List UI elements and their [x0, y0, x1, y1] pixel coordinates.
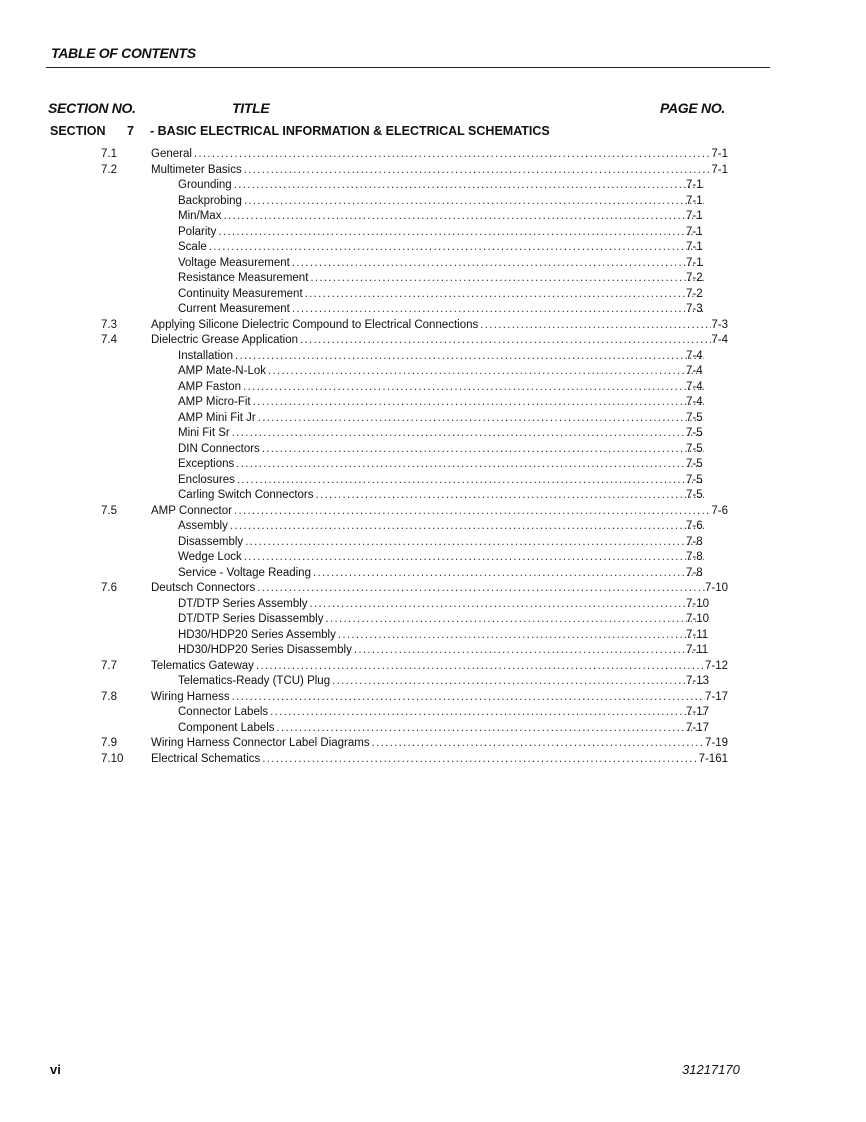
toc-entry-page: 7-5 — [686, 442, 703, 455]
toc-entry-page: 7-19 — [704, 737, 728, 749]
toc-entry-title[interactable]: AMP Connector — [151, 504, 232, 517]
toc-entry[interactable] — [0, 194, 866, 210]
toc-entry[interactable] — [0, 209, 866, 225]
toc-entry-page: 7-1 — [711, 148, 728, 160]
toc-entry-title[interactable]: AMP Micro-Fit — [178, 396, 251, 408]
dot-leader — [336, 628, 704, 644]
toc-entry-title[interactable]: Service - Voltage Reading — [178, 566, 311, 579]
toc-entry-title[interactable]: Enclosures — [178, 473, 235, 486]
toc-entry-line — [178, 287, 704, 303]
toc-entry-line — [151, 318, 728, 334]
toc-entry[interactable] — [0, 163, 866, 179]
toc-entry[interactable] — [0, 643, 866, 659]
dot-leader — [234, 457, 704, 473]
toc-entry-line — [178, 488, 704, 504]
toc-entry-line — [178, 256, 704, 272]
toc-entry-line — [178, 302, 704, 318]
toc-entry[interactable] — [0, 225, 866, 241]
toc-entry-page: 7-1 — [686, 194, 703, 207]
toc-entry[interactable] — [0, 333, 866, 349]
dot-leader — [254, 659, 705, 675]
toc-entry-page: 7-12 — [704, 659, 728, 672]
toc-entry-title[interactable]: Wedge Lock — [178, 551, 242, 563]
toc-entry-page: 7-4 — [686, 365, 703, 377]
toc-entry-line — [178, 628, 704, 644]
toc-entry-title[interactable]: Electrical Schematics — [151, 752, 261, 765]
dot-leader — [260, 442, 704, 458]
dot-leader — [303, 287, 704, 303]
toc-entry-line — [178, 612, 704, 628]
dot-leader — [232, 504, 711, 520]
toc-entry-page: 7-2 — [686, 287, 703, 300]
dot-leader — [233, 349, 704, 365]
toc-entry[interactable] — [0, 659, 866, 675]
toc-entry-line — [178, 457, 704, 473]
dot-leader — [243, 535, 704, 551]
toc-entry-title[interactable]: Assembly — [178, 520, 228, 532]
toc-entry-title[interactable]: HD30/HDP20 Series Disassembly — [178, 644, 352, 656]
toc-entry-line — [178, 519, 704, 535]
dot-leader — [268, 705, 704, 721]
toc-entry-title[interactable]: Backprobing — [178, 194, 242, 207]
toc-entry-line — [151, 504, 728, 520]
toc-entry-line — [178, 535, 704, 551]
section-heading — [50, 124, 550, 138]
toc-entry[interactable] — [0, 302, 866, 318]
toc-entry-page: 7-13 — [686, 675, 710, 687]
toc-entry-line — [151, 163, 728, 179]
dot-leader — [330, 674, 704, 690]
toc-entry-page: 7-3 — [711, 318, 728, 331]
dot-leader — [216, 225, 704, 241]
toc-entry[interactable] — [0, 550, 866, 566]
toc-entry-title[interactable]: Mini Fit Sr — [178, 427, 230, 439]
dot-leader — [260, 752, 698, 768]
toc-entry-number: 7.5 — [101, 504, 117, 517]
toc-entry[interactable] — [0, 597, 866, 613]
toc-entry-title[interactable]: Grounding — [178, 179, 232, 191]
toc-entry-title[interactable]: DT/DTP Series Disassembly — [178, 613, 324, 625]
toc-entry-line — [178, 705, 704, 721]
toc-entry-title[interactable]: Telematics Gateway — [151, 659, 254, 672]
toc-entry-line — [178, 178, 704, 194]
toc-entry-page: 7-8 — [686, 551, 703, 563]
toc-entry-title[interactable]: DIN Connectors — [178, 442, 260, 455]
toc-entry[interactable] — [0, 752, 866, 768]
toc-entry-number: 7.6 — [101, 582, 117, 594]
dot-leader — [275, 721, 704, 737]
toc-entry-page: 7-17 — [686, 706, 710, 718]
toc-entry-number: 7.10 — [101, 752, 124, 765]
toc-entry[interactable] — [0, 271, 866, 287]
toc-entry[interactable] — [0, 674, 866, 690]
toc-entry[interactable] — [0, 318, 866, 334]
toc-entry-title[interactable]: AMP Faston — [178, 380, 242, 393]
dot-leader — [242, 194, 704, 210]
toc-entry-title[interactable]: Voltage Measurement — [178, 256, 290, 269]
dot-leader — [230, 690, 705, 706]
toc-entry-page: 7-8 — [686, 535, 703, 548]
toc-entry[interactable] — [0, 488, 866, 504]
toc-entry-line — [178, 271, 704, 287]
toc-entry-page: 7-6 — [686, 520, 703, 532]
toc-entry-line — [178, 442, 704, 458]
dot-leader — [324, 612, 705, 628]
toc-entry-line — [178, 473, 704, 489]
toc-entry-title[interactable]: Exceptions — [178, 458, 235, 470]
toc-entry-page: 7-5 — [686, 489, 703, 501]
dot-leader — [230, 426, 704, 442]
dot-leader — [241, 380, 704, 396]
toc-entry-title[interactable]: Multimeter Basics — [151, 163, 242, 176]
toc-entry-line — [151, 333, 728, 349]
column-header-title: TITLE — [232, 100, 270, 116]
toc-entry-page: 7-8 — [686, 566, 703, 579]
toc-entry-title[interactable]: AMP Mini Fit Jr — [178, 411, 256, 424]
toc-entry-page: 7-2 — [686, 272, 703, 284]
toc-entry[interactable] — [0, 473, 866, 489]
toc-entry-page: 7-6 — [711, 504, 728, 517]
toc-entry-title[interactable]: Wiring Harness — [151, 690, 230, 703]
toc-entry-page: 7-10 — [686, 613, 710, 625]
toc-entry-page: 7-4 — [686, 380, 703, 393]
toc-entry-page: 7-11 — [686, 644, 709, 656]
toc-entry-title[interactable]: HD30/HDP20 Series Assembly — [178, 628, 336, 641]
toc-entry-line — [151, 690, 728, 706]
toc-entry-page: 7-10 — [686, 597, 710, 610]
toc-entry[interactable] — [0, 581, 866, 597]
toc-entry[interactable] — [0, 690, 866, 706]
header-divider — [46, 67, 770, 68]
toc-entry-title[interactable]: Wiring Harness Connector Label Diagrams — [151, 737, 370, 749]
dot-leader — [290, 302, 704, 318]
toc-entry[interactable] — [0, 721, 866, 737]
dot-leader — [242, 163, 712, 179]
toc-entry[interactable] — [0, 287, 866, 303]
toc-list — [0, 147, 866, 767]
dot-leader — [255, 581, 705, 597]
toc-entry-line — [178, 209, 704, 225]
toc-entry[interactable] — [0, 612, 866, 628]
dot-leader — [290, 256, 704, 272]
toc-entry-number: 7.7 — [101, 659, 117, 672]
toc-entry-title[interactable]: Deutsch Connectors — [151, 582, 256, 594]
column-header-page-no: PAGE NO. — [660, 100, 726, 116]
toc-entry[interactable] — [0, 426, 866, 442]
page-title: TABLE OF CONTENTS — [51, 45, 196, 61]
toc-entry-page: 7-10 — [704, 582, 728, 594]
toc-entry[interactable] — [0, 240, 866, 256]
toc-entry-line — [178, 364, 704, 380]
toc-entry-line — [151, 581, 728, 597]
toc-entry-title[interactable]: Disassembly — [178, 535, 244, 548]
toc-entry-page: 7-4 — [711, 334, 728, 346]
toc-entry-line — [178, 411, 704, 427]
toc-entry-line — [178, 674, 704, 690]
toc-entry-page: 7-1 — [686, 241, 703, 253]
toc-entry-line — [178, 597, 704, 613]
footer-doc-number: 31217170 — [682, 1062, 740, 1077]
toc-entry-title[interactable]: Installation — [178, 349, 233, 362]
toc-entry-line — [178, 194, 704, 210]
toc-entry-title[interactable]: Component Labels — [178, 721, 275, 734]
toc-entry-title[interactable]: Applying Silicone Dielectric Compound to Electrical Connections — [151, 318, 479, 331]
footer-page-number: vi — [50, 1062, 61, 1077]
toc-entry-line — [178, 550, 704, 566]
toc-entry-page: 7-1 — [711, 163, 728, 176]
toc-entry-line — [151, 736, 728, 752]
toc-entry-line — [178, 643, 704, 659]
toc-entry-page: 7-17 — [704, 690, 728, 703]
toc-entry-title[interactable]: Continuity Measurement — [178, 287, 303, 300]
toc-entry[interactable] — [0, 442, 866, 458]
toc-entry-title[interactable]: Current Measurement — [178, 303, 290, 315]
dot-leader — [311, 566, 704, 582]
toc-entry-line — [178, 225, 704, 241]
dot-leader — [192, 147, 711, 163]
toc-entry-page: 7-1 — [686, 179, 703, 191]
toc-entry-number: 7.3 — [101, 318, 117, 331]
toc-entry-page: 7-1 — [686, 225, 703, 238]
toc-entry-page: 7-5 — [686, 458, 703, 470]
toc-entry-line — [178, 721, 704, 737]
toc-entry-page: 7-1 — [686, 256, 703, 269]
dot-leader — [251, 395, 704, 411]
toc-entry-title[interactable]: Carling Switch Connectors — [178, 489, 314, 501]
toc-entry[interactable] — [0, 380, 866, 396]
toc-entry-title[interactable]: Scale — [178, 241, 207, 253]
toc-entry[interactable] — [0, 566, 866, 582]
toc-entry[interactable] — [0, 504, 866, 520]
toc-entry-line — [178, 395, 704, 411]
toc-entry[interactable] — [0, 628, 866, 644]
toc-entry-title[interactable]: DT/DTP Series Assembly — [178, 597, 308, 610]
toc-entry-title[interactable]: Resistance Measurement — [178, 272, 309, 284]
dot-leader — [478, 318, 711, 334]
toc-entry-page: 7-17 — [686, 721, 710, 734]
toc-entry[interactable] — [0, 349, 866, 365]
toc-entry-line — [178, 566, 704, 582]
toc-entry-page: 7-5 — [686, 411, 703, 424]
toc-entry-title[interactable]: General — [151, 148, 192, 160]
toc-entry-title[interactable]: Min/Max — [178, 210, 222, 222]
toc-entry-title[interactable]: Polarity — [178, 225, 217, 238]
toc-entry-title[interactable]: AMP Mate-N-Lok — [178, 365, 266, 377]
toc-entry-page: 7-5 — [686, 427, 703, 439]
toc-entry-page: 7-4 — [686, 349, 703, 362]
dot-leader — [266, 364, 704, 380]
toc-entry-title[interactable]: Telematics-Ready (TCU) Plug — [178, 675, 331, 687]
toc-entry-line — [151, 147, 728, 163]
dot-leader — [370, 736, 705, 752]
toc-entry-page: 7-3 — [686, 303, 703, 315]
toc-entry[interactable] — [0, 411, 866, 427]
toc-entry-number: 7.4 — [101, 334, 117, 346]
toc-entry-number: 7.1 — [101, 148, 117, 160]
toc-entry[interactable] — [0, 256, 866, 272]
dot-leader — [308, 271, 704, 287]
section-title: - BASIC ELECTRICAL INFORMATION & ELECTRICAL SCHEMATICS — [150, 124, 550, 138]
dot-leader — [308, 597, 704, 613]
toc-entry-line — [151, 752, 728, 768]
toc-entry-page: 7-11 — [686, 628, 709, 641]
toc-entry[interactable] — [0, 457, 866, 473]
dot-leader — [235, 473, 704, 489]
column-header-section-no: SECTION NO. — [48, 100, 136, 116]
toc-entry-number: 7.2 — [101, 163, 117, 176]
toc-entry-page: 7-4 — [686, 396, 703, 408]
toc-entry[interactable] — [0, 705, 866, 721]
dot-leader — [221, 209, 704, 225]
toc-entry-page: 7-1 — [686, 210, 703, 222]
section-label: SECTION — [50, 124, 106, 138]
dot-leader — [232, 178, 704, 194]
dot-leader — [352, 643, 704, 659]
toc-entry[interactable] — [0, 147, 866, 163]
toc-entry[interactable] — [0, 178, 866, 194]
toc-entry-line — [151, 659, 728, 675]
toc-entry-title[interactable]: Connector Labels — [178, 706, 269, 718]
toc-entry-page: 7-5 — [686, 473, 703, 486]
toc-entry-title[interactable]: Dielectric Grease Application — [151, 334, 299, 346]
dot-leader — [298, 333, 711, 349]
toc-entry-line — [178, 349, 704, 365]
toc-entry[interactable] — [0, 519, 866, 535]
toc-entry[interactable] — [0, 364, 866, 380]
toc-entry-page: 7-161 — [698, 752, 728, 765]
dot-leader — [256, 411, 704, 427]
dot-leader — [228, 519, 704, 535]
toc-entry-line — [178, 426, 704, 442]
toc-entry[interactable] — [0, 395, 866, 411]
dot-leader — [242, 550, 704, 566]
toc-entry-line — [178, 380, 704, 396]
dot-leader — [314, 488, 704, 504]
toc-entry[interactable] — [0, 535, 866, 551]
toc-entry[interactable] — [0, 736, 866, 752]
dot-leader — [207, 240, 704, 256]
toc-entry-number: 7.8 — [101, 690, 117, 703]
toc-entry-number: 7.9 — [101, 737, 117, 749]
toc-entry-line — [178, 240, 704, 256]
section-number: 7 — [127, 124, 134, 138]
